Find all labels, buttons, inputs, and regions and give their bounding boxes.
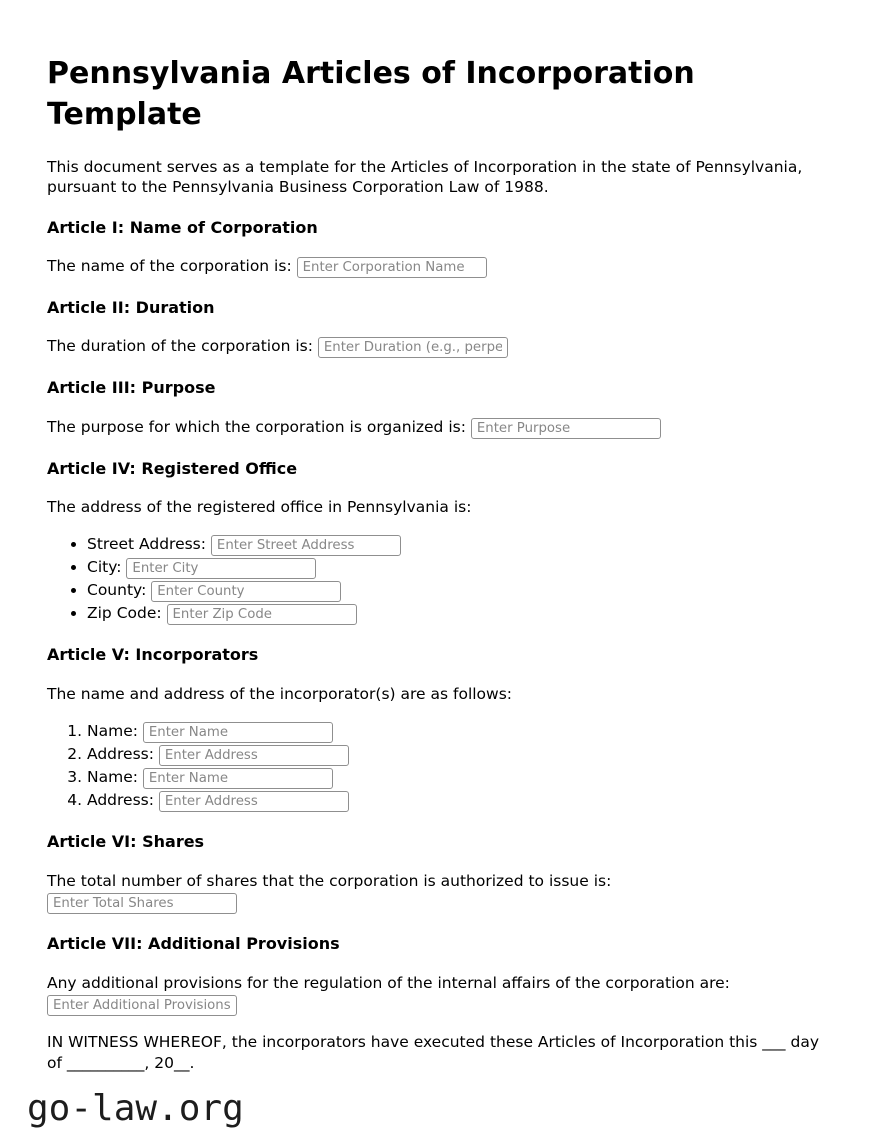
list-item (87, 743, 822, 766)
list-item (87, 789, 822, 812)
list-item (87, 579, 822, 602)
article-1-section (47, 217, 822, 278)
page-title: Pennsylvania Articles of Incorporation Template (47, 56, 695, 132)
duration-label: The duration of the corporation is: (47, 337, 313, 356)
county-label: County: (87, 581, 147, 600)
list-item (87, 720, 822, 743)
total-shares-label: The total number of shares that the corporation is authorized to issue is: (47, 871, 612, 890)
article-6-heading: Article VI: Shares (47, 832, 205, 852)
watermark-logo: go-law.org (27, 1088, 244, 1130)
corporation-name-input[interactable] (297, 257, 487, 278)
incorporator-name-input-1[interactable] (143, 722, 333, 743)
county-input[interactable] (151, 581, 341, 602)
total-shares-input[interactable] (47, 893, 237, 914)
incorporator-address-label: Address: (87, 745, 154, 764)
list-item (87, 766, 822, 789)
article-5-section (47, 644, 822, 812)
registered-office-list (47, 533, 822, 625)
article-3-section (47, 377, 822, 438)
incorporator-name-label: Name: (87, 768, 138, 787)
city-input[interactable] (126, 558, 316, 579)
article-7-body (47, 973, 822, 1017)
article-1-heading: Article I: Name of Corporation (47, 217, 318, 237)
duration-input[interactable] (318, 337, 508, 358)
list-item (87, 556, 822, 579)
street-address-label: Street Address: (87, 535, 206, 554)
incorporator-address-input-2[interactable] (159, 791, 349, 812)
article-2-heading: Article II: Duration (47, 298, 215, 318)
additional-provisions-input[interactable] (47, 995, 237, 1016)
article-4-heading: Article IV: Registered Office (47, 458, 298, 478)
registered-office-label: The address of the registered office in Pennsylvania is: (47, 497, 472, 516)
purpose-input[interactable] (471, 418, 661, 439)
city-label: City: (87, 558, 122, 577)
incorporator-name-input-2[interactable] (143, 768, 333, 789)
incorporator-address-label: Address: (87, 791, 154, 810)
article-2-body (47, 336, 822, 358)
street-address-input[interactable] (211, 535, 401, 556)
article-3-body (47, 417, 822, 439)
article-6-section (47, 831, 822, 914)
list-item (87, 602, 822, 625)
additional-provisions-label: Any additional provisions for the regulation of the internal affairs of the corporation are: (47, 973, 730, 992)
incorporator-address-input-1[interactable] (159, 745, 349, 766)
article-1-body (47, 256, 822, 278)
article-7-section (47, 933, 822, 1016)
zip-code-label: Zip Code: (87, 604, 162, 623)
article-7-heading: Article VII: Additional Provisions (47, 934, 340, 954)
witness-clause: IN WITNESS WHEREOF, the incorporators have executed these Articles of Incorporation this ___ day of __________, 20__. (47, 1033, 819, 1072)
incorporators-list (47, 720, 822, 812)
article-3-heading: Article III: Purpose (47, 378, 216, 398)
intro-paragraph: This document serves as a template for the Articles of Incorporation in the state of Pennsylvania, pursuant to the Pennsylvania Business Corporation Law of 1988. (47, 157, 803, 197)
article-2-section (47, 297, 822, 358)
incorporator-name-label: Name: (87, 722, 138, 741)
article-4-section (47, 458, 822, 626)
zip-code-input[interactable] (167, 604, 357, 625)
list-item (87, 533, 822, 556)
purpose-label: The purpose for which the corporation is organized is: (47, 417, 466, 436)
corporation-name-label: The name of the corporation is: (47, 257, 292, 276)
article-5-heading: Article V: Incorporators (47, 645, 259, 665)
article-6-body (47, 871, 822, 915)
incorporators-label: The name and address of the incorporator(s) are as follows: (47, 684, 513, 703)
